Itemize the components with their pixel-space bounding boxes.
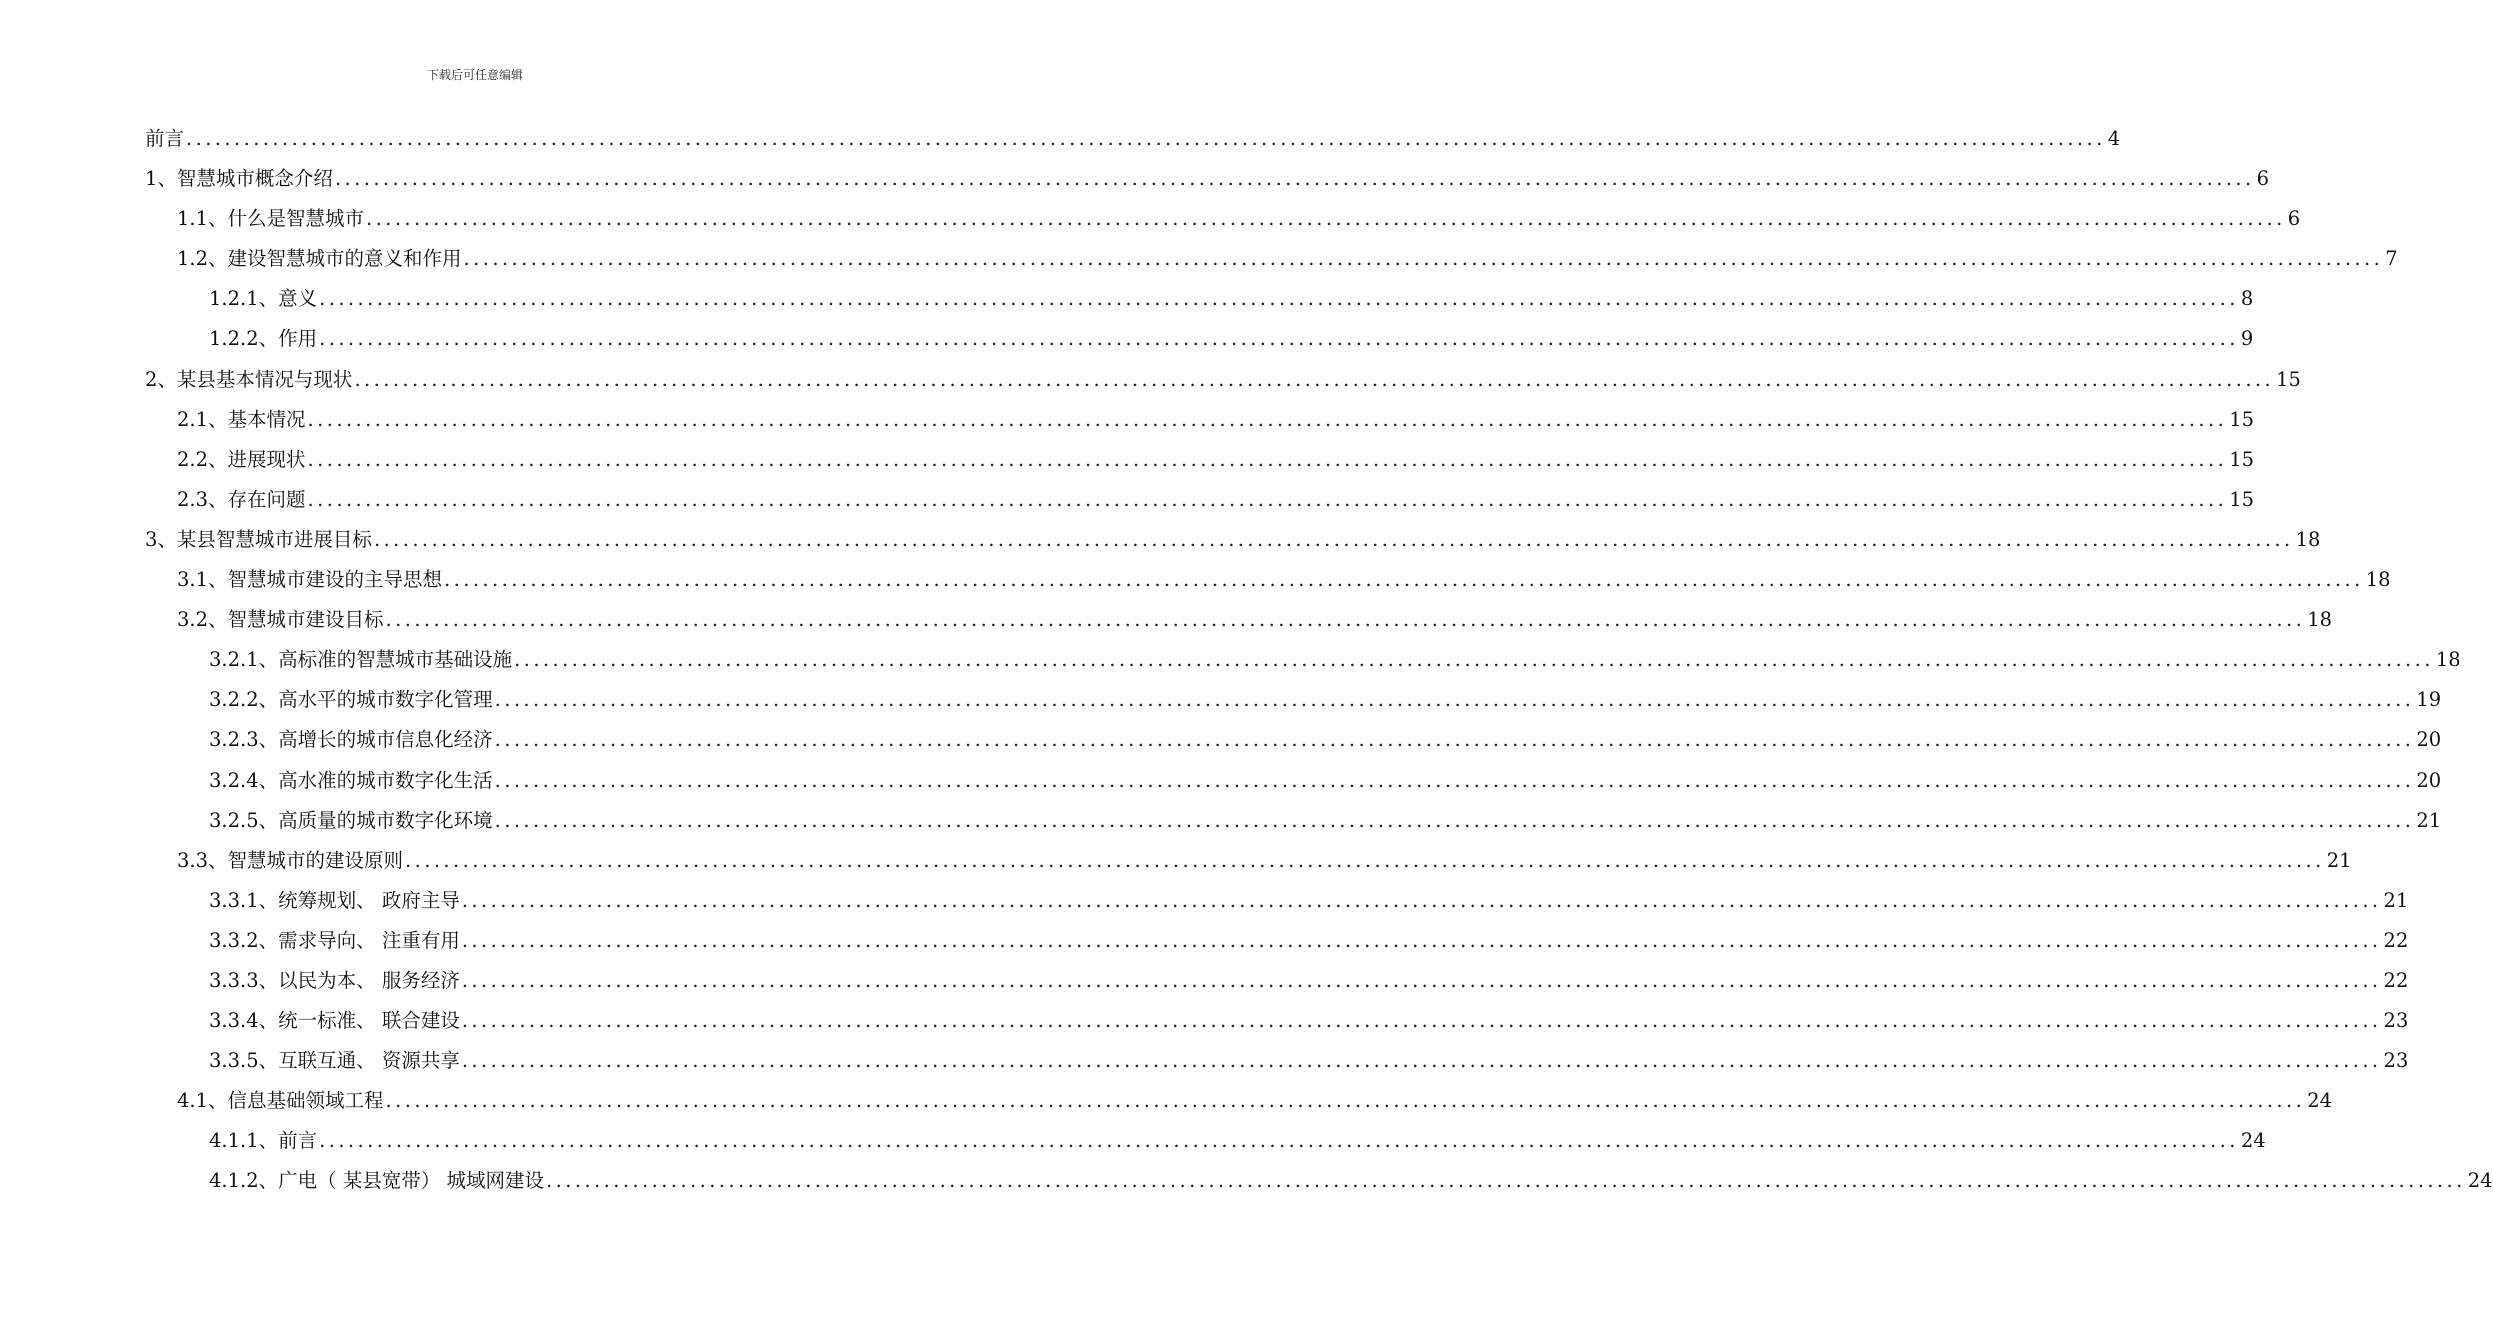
dot-leader: ........................................................................................................................................................................................................ (494, 688, 2415, 712)
toc-entry-number: 4.1、 (177, 1089, 228, 1113)
toc-entry-page-number: 23 (2383, 1049, 2409, 1073)
toc-entry-page-number: 18 (2365, 568, 2391, 592)
toc-entry-page-number: 7 (2385, 247, 2398, 271)
dot-leader: ........................................................................................................................................................................................................ (444, 568, 2364, 592)
toc-entry-page-number: 6 (2256, 167, 2270, 191)
toc-entry[interactable] (145, 921, 2409, 961)
toc-entry[interactable] (145, 239, 2398, 279)
toc-entry-title: 高水平的城市数字化管理 (278, 688, 493, 712)
toc-entry[interactable] (145, 1081, 2333, 1121)
toc-entry-page-number: 20 (2416, 768, 2442, 792)
dot-leader: ........................................................................................................................................................................................................ (546, 1169, 2466, 1193)
toc-entry-title: 建设智慧城市的意义和作用 (227, 247, 462, 271)
toc-entry-number: 3.3.3、 (209, 968, 279, 992)
toc-entry[interactable] (145, 400, 2255, 440)
toc-entry-page-number: 15 (2229, 447, 2255, 471)
dot-leader: ........................................................................................................................................................................................................ (319, 1129, 2239, 1153)
toc-entry-number: 4.1.2、 (209, 1169, 279, 1193)
toc-entry-number: 3.2.4、 (209, 768, 279, 792)
toc-entry-page-number: 22 (2383, 928, 2409, 952)
toc-entry-title: 高质量的城市数字化环境 (278, 808, 493, 832)
dot-leader: ........................................................................................................................................................................................................ (186, 127, 2106, 150)
toc-entry-title: 互联互通、 资源共享 (278, 1049, 460, 1073)
toc-entry-number: 2.2、 (177, 447, 228, 471)
toc-entry-title: 高增长的城市信息化经济 (278, 728, 493, 752)
toc-entry-page-number: 20 (2416, 728, 2442, 752)
toc-entry-page-number: 18 (2295, 527, 2321, 551)
toc-entry[interactable] (145, 480, 2255, 520)
toc-entry-number: 3.3.2、 (209, 928, 279, 952)
toc-entry-page-number: 8 (2240, 287, 2254, 311)
dot-leader: ........................................................................................................................................................................................................ (461, 1049, 2382, 1073)
toc-entry-title: 需求导向、 注重有用 (278, 928, 460, 952)
toc-entry-number: 3.3.4、 (209, 1009, 279, 1033)
toc-entry[interactable] (145, 881, 2409, 921)
toc-entry-title: 智慧城市概念介绍 (176, 167, 333, 191)
toc-entry-title: 存在问题 (227, 487, 306, 511)
dot-leader: ........................................................................................................................................................................................................ (463, 247, 2384, 271)
toc-entry[interactable] (145, 1121, 2266, 1161)
toc-entry[interactable] (145, 761, 2442, 801)
toc-entry-title: 信息基础领域工程 (227, 1089, 384, 1113)
toc-entry-title: 某县智慧城市进展目标 (176, 527, 372, 551)
toc-entry-title: 高水准的城市数字化生活 (278, 768, 493, 792)
toc-entry[interactable] (145, 640, 2461, 680)
toc-entry[interactable] (145, 1041, 2409, 1081)
dot-leader: ........................................................................................................................................................................................................ (461, 1009, 2382, 1033)
toc-entry-number: 2.1、 (177, 407, 228, 431)
toc-entry-title: 前言 (145, 127, 185, 150)
toc-entry[interactable] (145, 440, 2255, 480)
dot-leader: ........................................................................................................................................................................................................ (307, 487, 2228, 511)
dot-leader: ........................................................................................................................................................................................................ (307, 407, 2228, 431)
toc-entry-page-number: 21 (2326, 848, 2352, 872)
toc-entry-page-number: 15 (2276, 367, 2301, 391)
toc-entry[interactable] (145, 119, 2121, 159)
toc-entry[interactable] (145, 159, 2270, 199)
dot-leader: ........................................................................................................................................................................................................ (514, 648, 2434, 672)
toc-entry-number: 1.1、 (177, 207, 228, 231)
dot-leader: ........................................................................................................................................................................................................ (319, 327, 2239, 351)
toc-entry[interactable] (145, 680, 2442, 720)
dot-leader: ........................................................................................................................................................................................................ (494, 808, 2415, 832)
toc-entry-number: 3.2.2、 (209, 688, 279, 712)
toc-entry-title: 以民为本、 服务经济 (278, 968, 460, 992)
toc-entry-page-number: 9 (2240, 327, 2254, 351)
toc-entry-page-number: 15 (2229, 487, 2255, 511)
toc-entry-number: 3.3.5、 (209, 1049, 279, 1073)
dot-leader: ........................................................................................................................................................................................................ (494, 728, 2415, 752)
toc-entry-number: 3.3.1、 (209, 888, 279, 912)
toc-entry-title: 意义 (278, 287, 318, 311)
toc-entry-number: 3.2、 (177, 608, 228, 632)
dot-leader: ........................................................................................................................................................................................................ (334, 167, 2255, 191)
dot-leader: ........................................................................................................................................................................................................ (461, 888, 2382, 912)
toc-entry[interactable] (145, 279, 2254, 319)
toc-entry[interactable] (145, 961, 2409, 1001)
toc-entry-title: 广电（ 某县宽带） 城域网建设 (278, 1169, 545, 1193)
dot-leader: ........................................................................................................................................................................................................ (373, 527, 2294, 551)
dot-leader: ........................................................................................................................................................................................................ (405, 848, 2325, 872)
toc-entry-page-number: 19 (2416, 688, 2442, 712)
toc-entry[interactable] (145, 1161, 2493, 1201)
toc-entry[interactable] (145, 841, 2352, 881)
toc-entry-title: 智慧城市建设的主导思想 (227, 568, 443, 592)
toc-entry-page-number: 24 (2307, 1089, 2333, 1113)
toc-entry[interactable] (145, 801, 2442, 841)
toc-entry-title: 智慧城市建设目标 (227, 608, 384, 632)
toc-entry-title: 统筹规划、 政府主导 (278, 888, 460, 912)
toc-entry-title: 进展现状 (227, 447, 306, 471)
toc-entry-number: 3.2.3、 (209, 728, 279, 752)
dot-leader: ........................................................................................................................................................................................................ (385, 608, 2306, 632)
toc-entry-page-number: 21 (2383, 888, 2409, 912)
toc-entry-page-number: 18 (2307, 608, 2333, 632)
toc-entry-number: 1.2.1、 (209, 287, 279, 311)
toc-entry-page-number: 4 (2107, 127, 2121, 150)
toc-entry-title: 什么是智慧城市 (227, 207, 365, 231)
toc-entry-page-number: 22 (2383, 968, 2409, 992)
toc-entry-page-number: 15 (2229, 407, 2255, 431)
dot-leader: ........................................................................................................................................................................................................ (494, 768, 2415, 792)
toc-entry-page-number: 24 (2240, 1129, 2266, 1153)
toc-entry-title: 作用 (278, 327, 318, 351)
toc-entry-title: 统一标准、 联合建设 (278, 1009, 460, 1033)
toc-entry[interactable] (145, 520, 2321, 560)
toc-entry-number: 3、 (145, 527, 177, 551)
toc-entry-title: 基本情况 (227, 407, 306, 431)
toc-entry[interactable] (145, 560, 2391, 600)
toc-entry[interactable] (145, 199, 2301, 239)
toc-entry[interactable] (145, 319, 2254, 359)
toc-entry[interactable] (145, 360, 2301, 400)
dot-leader: ........................................................................................................................................................................................................ (319, 287, 2239, 311)
toc-entry-number: 4.1.1、 (209, 1129, 279, 1153)
toc-entry-number: 3.2.1、 (209, 648, 279, 672)
toc-entry-number: 1、 (145, 167, 177, 191)
toc-entry-number: 2、 (145, 367, 177, 391)
dot-leader: ........................................................................................................................................................................................................ (385, 1089, 2306, 1113)
toc-entry-number: 3.2.5、 (209, 808, 279, 832)
dot-leader: ........................................................................................................................................................................................................ (461, 968, 2382, 992)
table-of-contents (145, 119, 2493, 1202)
toc-entry[interactable] (145, 600, 2333, 640)
toc-entry-number: 1.2、 (177, 247, 228, 271)
dot-leader: ........................................................................................................................................................................................................ (366, 207, 2286, 231)
toc-entry-title: 前言 (278, 1129, 318, 1153)
toc-entry[interactable] (145, 1001, 2409, 1041)
toc-entry-title: 高标准的智慧城市基础设施 (278, 648, 513, 672)
toc-entry-number: 2.3、 (177, 487, 228, 511)
toc-entry-page-number: 23 (2383, 1009, 2409, 1033)
toc-entry-title: 某县基本情况与现状 (176, 367, 353, 391)
dot-leader: ........................................................................................................................................................................................................ (461, 928, 2382, 952)
page-header: 下载后可任意编辑 (426, 68, 523, 82)
toc-entry-title: 智慧城市的建设原则 (227, 848, 404, 872)
toc-entry[interactable] (145, 720, 2442, 760)
toc-entry-page-number: 24 (2467, 1169, 2493, 1193)
toc-entry-number: 1.2.2、 (209, 327, 279, 351)
toc-entry-page-number: 21 (2416, 808, 2442, 832)
dot-leader: ........................................................................................................................................................................................................ (307, 447, 2228, 471)
toc-entry-number: 3.3、 (177, 848, 228, 872)
dot-leader: ........................................................................................................................................................................................................ (354, 367, 2275, 391)
toc-entry-page-number: 18 (2435, 648, 2461, 672)
toc-entry-number: 3.1、 (177, 568, 228, 592)
toc-entry-page-number: 6 (2287, 207, 2301, 231)
